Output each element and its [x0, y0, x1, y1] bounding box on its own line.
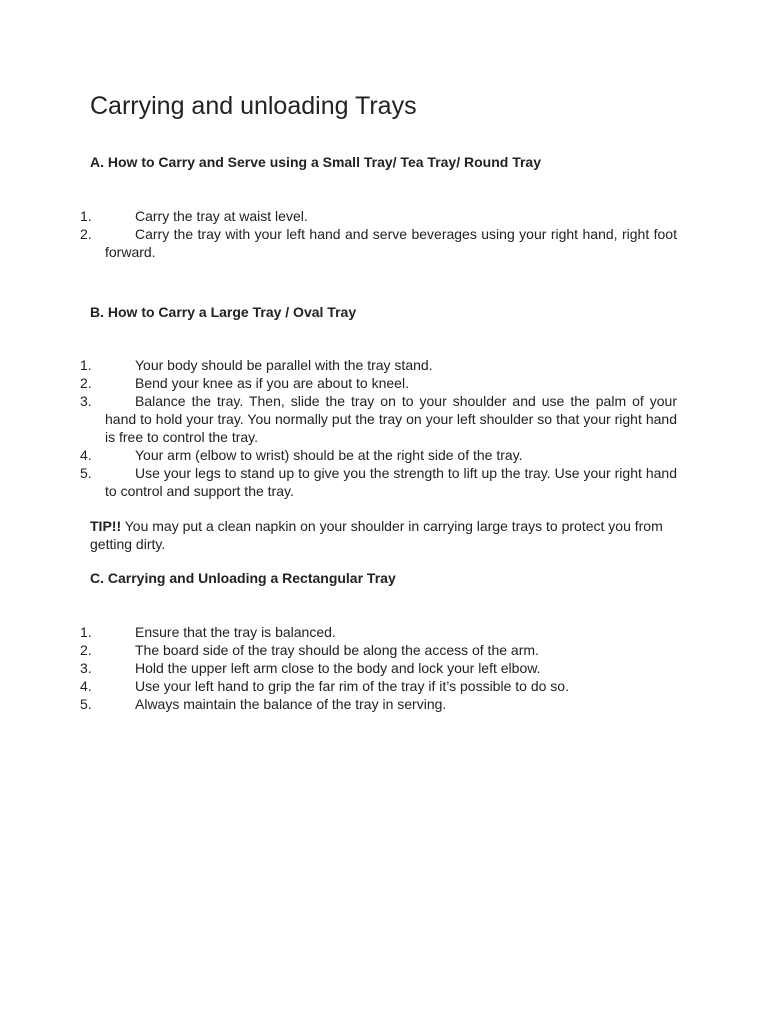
list-item-number: 1.: [80, 357, 92, 373]
list-item-text: Always maintain the balance of the tray in serving.: [135, 696, 447, 712]
section-b-list: [80, 356, 677, 500]
document-title: Carrying and unloading Trays: [90, 92, 417, 120]
list-item-text: Use your left hand to grip the far rim of the tray if it’s possible to do so.: [135, 678, 569, 694]
list-item: [80, 207, 677, 225]
list-item: [80, 677, 677, 695]
list-item: [80, 446, 677, 464]
list-item-number: 3.: [80, 393, 92, 409]
list-item-text: Your arm (elbow to wrist) should be at the right side of the tray.: [135, 447, 523, 463]
list-item-text: Use your legs to stand up to give you the strength to lift up the tray. Use your right hand to control and support the tray.: [105, 465, 677, 499]
section-a-list: [80, 207, 677, 261]
list-item-number: 1.: [80, 624, 92, 640]
list-item-text: Balance the tray. Then, slide the tray on to your shoulder and use the palm of your hand to hold your tray. You normally put the tray on your left shoulder so that your right hand is free to control the tray.: [105, 393, 677, 445]
list-item-number: 5.: [80, 465, 92, 481]
list-item: [80, 659, 677, 677]
section-c-heading: C. Carrying and Unloading a Rectangular Tray: [90, 570, 396, 586]
list-item-text: The board side of the tray should be along the access of the arm.: [135, 642, 539, 658]
list-item: [80, 464, 677, 500]
list-item-text: Carry the tray at waist level.: [135, 208, 308, 224]
tip-paragraph: [90, 517, 670, 553]
list-item-number: 2.: [80, 375, 92, 391]
list-item: [80, 623, 677, 641]
list-item: [80, 695, 677, 713]
tip-text: You may put a clean napkin on your shoulder in carrying large trays to protect you from getting dirty.: [90, 518, 663, 552]
list-item-text: Ensure that the tray is balanced.: [135, 624, 336, 640]
list-item: [80, 356, 677, 374]
list-item-text: Carry the tray with your left hand and serve beverages using your right hand, right foot forward.: [105, 226, 677, 260]
list-item-number: 1.: [80, 208, 92, 224]
list-item-number: 2.: [80, 642, 92, 658]
list-item: [80, 225, 677, 261]
list-item-number: 5.: [80, 696, 92, 712]
section-b-heading: B. How to Carry a Large Tray / Oval Tray: [90, 304, 357, 320]
list-item-number: 4.: [80, 678, 92, 694]
list-item: [80, 374, 677, 392]
list-item: [80, 392, 677, 446]
list-item-number: 2.: [80, 226, 92, 242]
tip-label: TIP!!: [90, 518, 122, 534]
list-item: [80, 641, 677, 659]
list-item-number: 4.: [80, 447, 92, 463]
section-c-list: [80, 623, 677, 713]
list-item-text: Bend your knee as if you are about to kneel.: [135, 375, 409, 391]
list-item-number: 3.: [80, 660, 92, 676]
list-item-text: Hold the upper left arm close to the body and lock your left elbow.: [135, 660, 541, 676]
section-a-heading: A. How to Carry and Serve using a Small Tray/ Tea Tray/ Round Tray: [90, 154, 541, 170]
list-item-text: Your body should be parallel with the tray stand.: [135, 357, 433, 373]
